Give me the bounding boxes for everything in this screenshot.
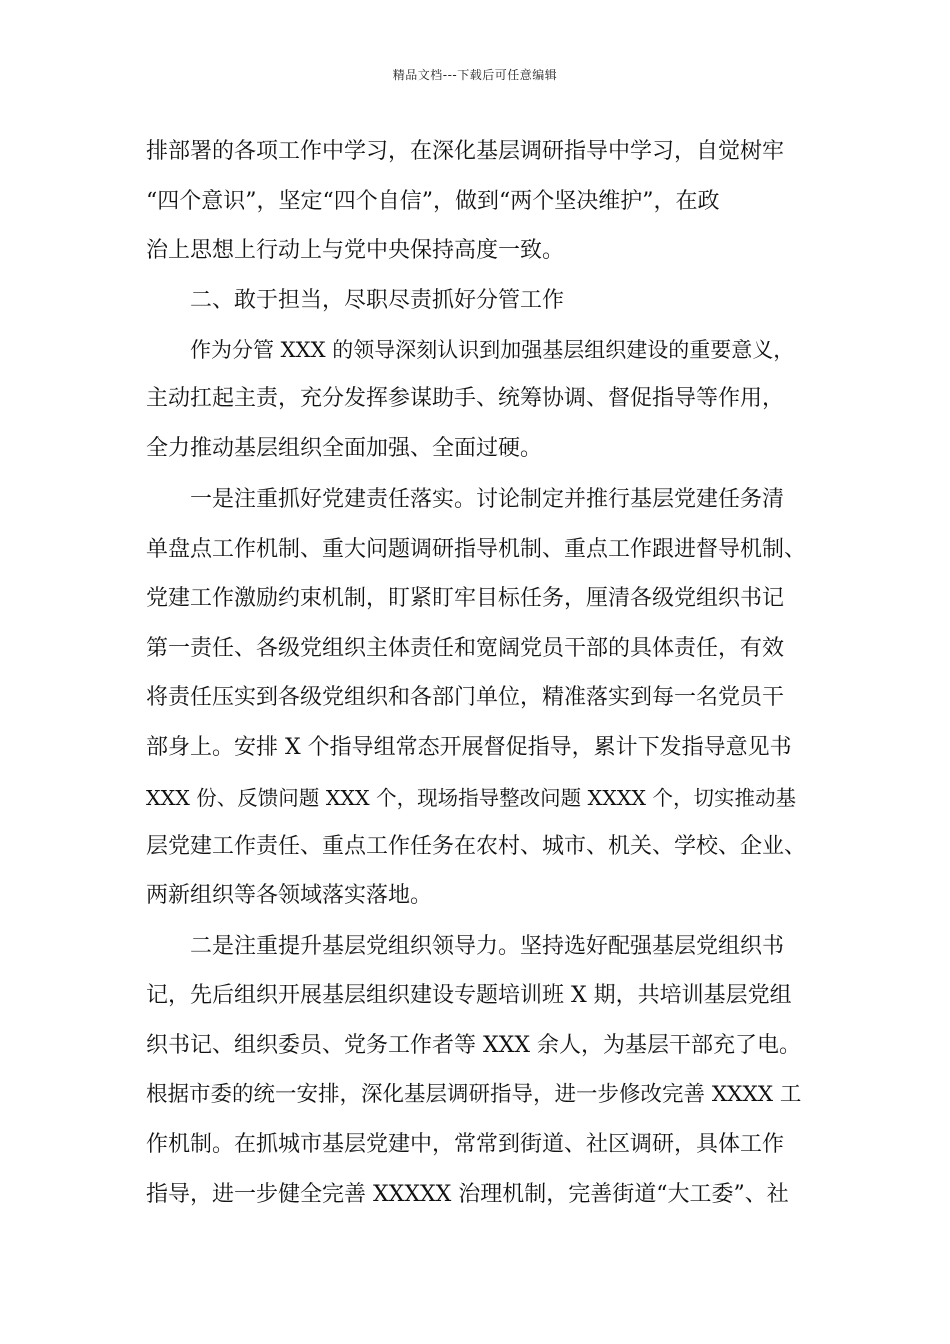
body-line: 指导，进一步健全完善 XXXXX 治理机制，完善街道“大工委”、社 [146, 1182, 789, 1207]
body-line: 第一责任、各级党组织主体责任和宽阔党员干部的具体责任，有效 [146, 636, 785, 661]
page-header: 精品文档---下载后可任意编辑 [392, 68, 558, 82]
body-line: 根据市委的统一安排，深化基层调研指导，进一步修改完善 XXXX 工 [146, 1082, 802, 1107]
body-line: 将责任压实到各级党组织和各部门单位，精准落实到每一名党员干 [146, 685, 785, 710]
body-line: 全力推动基层组织全面加强、全面过硬。 [146, 436, 543, 461]
body-line: 两新组织等各领域落实落地。 [146, 883, 433, 908]
body-line: 治上思想上行动上与党中央保持高度一致。 [146, 238, 565, 263]
body-line: 作为分管 XXX 的领导深刻认识到加强基层组织建设的重要意义， [190, 338, 795, 362]
body-line: 党建工作激励约束机制，盯紧盯牢目标任务，厘清各级党组织书记 [146, 586, 785, 611]
section-heading: 二、敢于担当，尽职尽责抓好分管工作 [190, 288, 565, 313]
body-line: 层党建工作责任、重点工作任务在农村、城市、机关、学校、企业、 [146, 834, 807, 859]
body-line: “四个意识”，坚定“四个自信”，做到“两个坚决维护”，在政 [146, 189, 720, 214]
body-line: XXX 份、反馈问题 XXX 个，现场指导整改问题 XXXX 个，切实推动基 [146, 786, 797, 810]
body-line: 二是注重提升基层党组织领导力。坚持选好配强基层党组织书 [190, 934, 785, 959]
body-line: 主动扛起主责，充分发挥参谋助手、统筹协调、督促指导等作用， [146, 386, 785, 411]
body-line: 部身上。安排 X 个指导组常态开展督促指导，累计下发指导意见书 [146, 735, 792, 760]
body-line: 记，先后组织开展基层组织建设专题培训班 X 期，共培训基层党组 [146, 983, 792, 1008]
body-line: 一是注重抓好党建责任落实。讨论制定并推行基层党建任务清 [190, 487, 785, 512]
body-line: 排部署的各项工作中学习，在深化基层调研指导中学习，自觉树牢 [146, 139, 785, 164]
body-line: 织书记、组织委员、党务工作者等 XXX 余人，为基层干部充了电。 [146, 1033, 801, 1058]
body-line: 作机制。在抓城市基层党建中，常常到街道、社区调研，具体工作 [146, 1132, 785, 1157]
body-line: 单盘点工作机制、重大问题调研指导机制、重点工作跟进督导机制、 [146, 537, 807, 562]
